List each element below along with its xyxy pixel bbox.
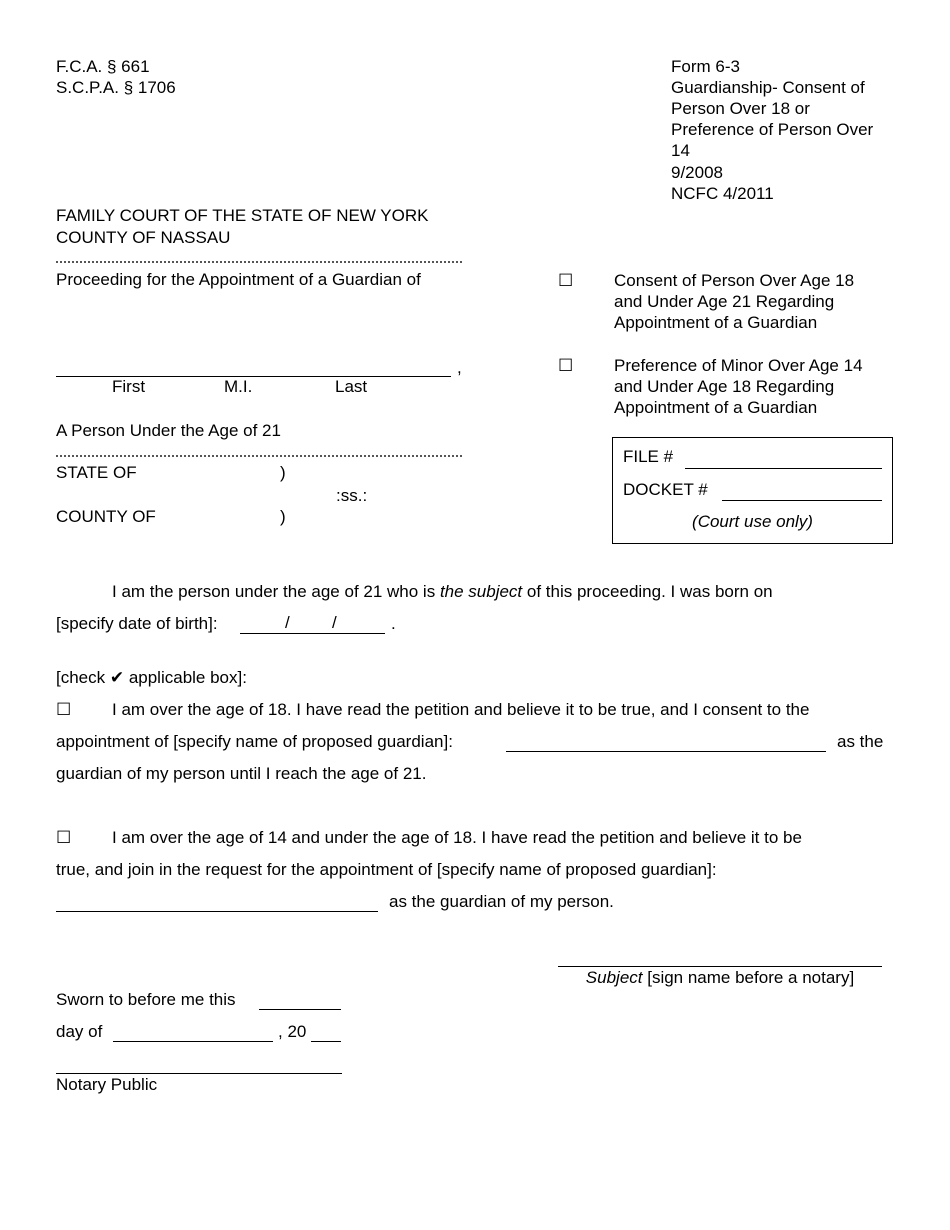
docket-number-label: DOCKET # (623, 480, 708, 499)
proceeding-label: Proceeding for the Appointment of a Guardian of (56, 270, 421, 289)
sworn-year-field[interactable] (311, 1041, 341, 1042)
statute-fca: F.C.A. § 661 (56, 57, 150, 76)
file-number-label: FILE # (623, 447, 674, 466)
comma: , (457, 358, 462, 377)
year-prefix: , 20 (278, 1022, 307, 1041)
divider (56, 261, 462, 263)
dob-label: [specify date of birth]: (56, 614, 218, 633)
proposed-guardian-field-1[interactable] (506, 751, 826, 752)
notary-signature-field[interactable] (56, 1073, 342, 1074)
docket-number-field[interactable] (722, 500, 882, 501)
intro-text (112, 582, 773, 602)
signature-instruction: [sign name before a notary] (642, 968, 855, 987)
option2-text: I am over the age of 14 and under the age of 18. I have read the petition and believe it to be (112, 828, 802, 847)
middle-initial-label: M.I. (224, 377, 253, 396)
option-text: Appointment of a Guardian (614, 398, 818, 417)
form-title-line: Person Over 18 or (671, 99, 810, 118)
sworn-month-field[interactable] (113, 1041, 273, 1042)
form-title-line: Preference of Person Over (671, 120, 874, 139)
court-use-note: (Court use only) (692, 512, 813, 531)
first-name-label: First (112, 377, 146, 396)
state-of-label: STATE OF (56, 463, 137, 482)
court-county: COUNTY OF NASSAU (56, 228, 231, 247)
form-number: Form 6-3 (671, 57, 740, 76)
option2-text: as the guardian of my person. (389, 892, 614, 911)
statute-scpa: S.C.P.A. § 1706 (56, 78, 176, 97)
sworn-label: Sworn to before me this (56, 990, 236, 1009)
proposed-guardian-field-2[interactable] (56, 911, 378, 912)
notary-public-label: Notary Public (56, 1075, 158, 1094)
form-title-line: Guardianship- Consent of (671, 78, 865, 97)
county-of-label: COUNTY OF (56, 507, 156, 526)
person-under-21-label: A Person Under the Age of 21 (56, 421, 281, 440)
form-title-line: 14 (671, 141, 690, 160)
date-slash: / (285, 613, 290, 632)
ss-label: :ss.: (336, 486, 368, 505)
court-name: FAMILY COURT OF THE STATE OF NEW YORK (56, 206, 429, 225)
option1-text: guardian of my person until I reach the age of 21. (56, 764, 427, 783)
intro-part: I am the person under the age of 21 who is (112, 582, 440, 601)
file-number-field[interactable] (685, 468, 882, 469)
subject-signature-label (558, 968, 882, 988)
checkbox-consent[interactable]: ☐ (558, 271, 574, 290)
option-text: Preference of Minor Over Age 14 (614, 356, 863, 375)
last-name-label: Last (335, 377, 368, 396)
checkbox-preference[interactable]: ☐ (558, 356, 574, 375)
subject-signature-field[interactable] (558, 966, 882, 967)
intro-part: of this proceeding. I was born on (522, 582, 773, 601)
checkbox-over-18[interactable]: ☐ (56, 700, 72, 719)
paren: ) (280, 507, 286, 526)
option-text: Consent of Person Over Age 18 (614, 271, 855, 290)
date-of-birth-field[interactable] (240, 633, 385, 634)
period: . (391, 614, 396, 633)
date-slash: / (332, 613, 337, 632)
form-revision: NCFC 4/2011 (671, 184, 774, 203)
divider (56, 455, 462, 457)
option-text: and Under Age 21 Regarding (614, 292, 835, 311)
subject-emphasis: Subject (585, 968, 643, 987)
checkbox-over-14[interactable]: ☐ (56, 828, 72, 847)
option1-text: I am over the age of 18. I have read the petition and believe it to be true, and I consent to the (112, 700, 810, 719)
form-date: 9/2008 (671, 163, 723, 182)
check-instruction: [check ✔ applicable box]: (56, 668, 247, 687)
paren: ) (280, 463, 286, 482)
option2-text: true, and join in the request for the appointment of [specify name of proposed guardian]: (56, 860, 717, 879)
option1-text: as the (837, 732, 884, 751)
day-of-label: day of (56, 1022, 103, 1041)
sworn-day-field[interactable] (259, 1009, 341, 1010)
intro-emphasis: the subject (439, 582, 523, 601)
option-text: Appointment of a Guardian (614, 313, 818, 332)
option1-text: appointment of [specify name of proposed guardian]: (56, 732, 453, 751)
option-text: and Under Age 18 Regarding (614, 377, 835, 396)
